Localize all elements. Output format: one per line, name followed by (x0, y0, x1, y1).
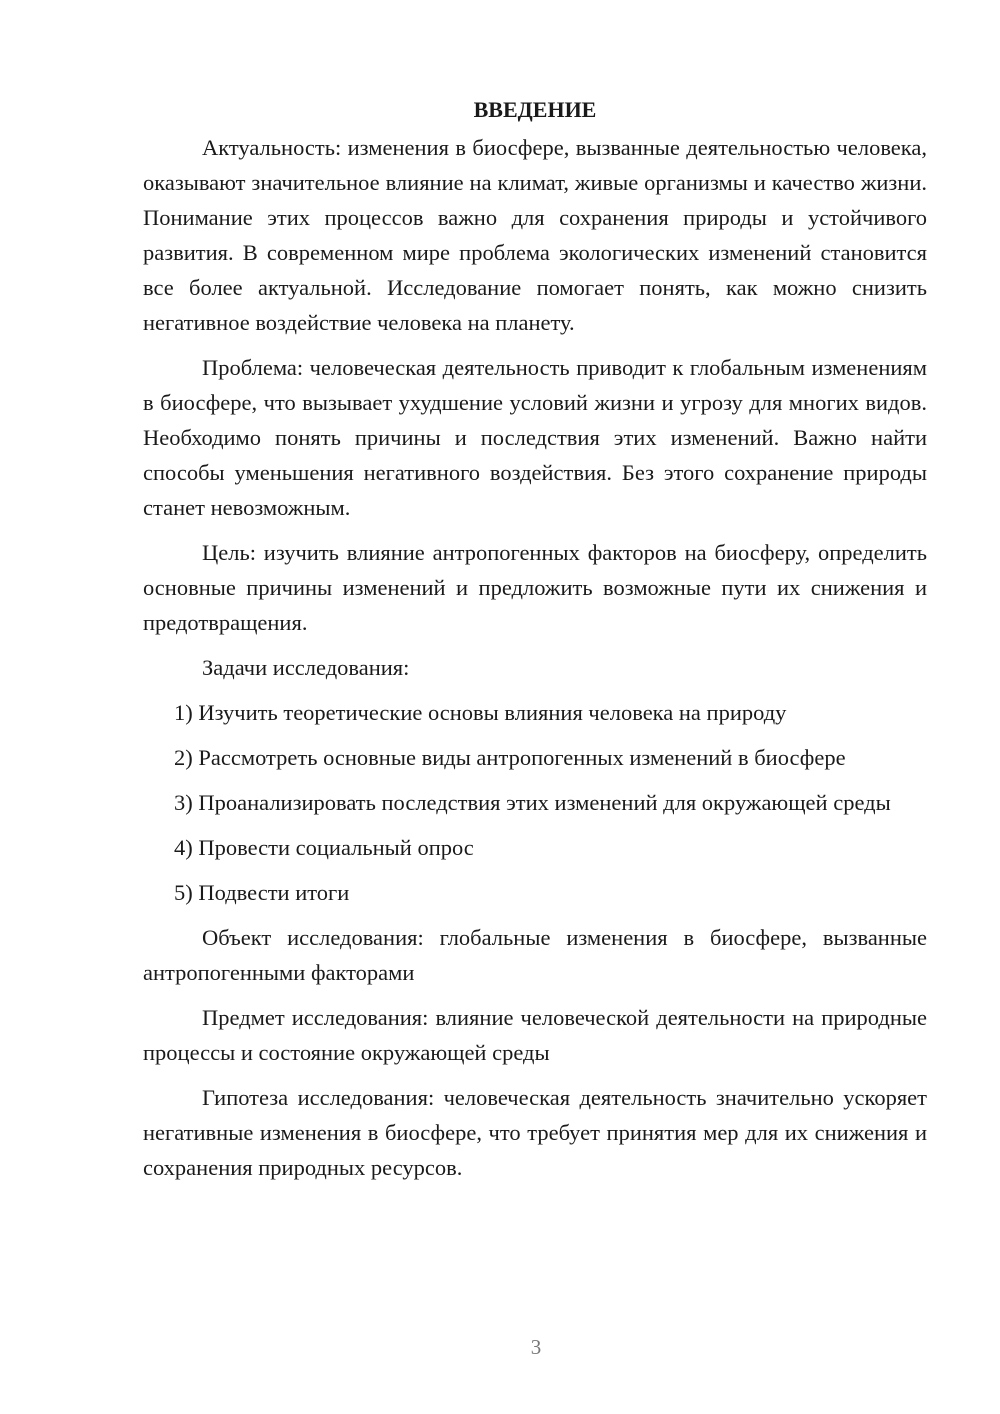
subject-paragraph: Предмет исследования: влияние человеческой деятельности на природные процессы и состояние окружающей среды (143, 1005, 927, 1065)
task-item-1: 1) Изучить теоретические основы влияния человека на природу (174, 700, 787, 725)
page-title: ВВЕДЕНИЕ (473, 97, 597, 122)
task-item-2: 2) Рассмотреть основные виды антропогенных изменений в биосфере (174, 745, 846, 770)
task-item-5: 5) Подвести итоги (174, 880, 350, 905)
tasks-heading: Задачи исследования: (202, 655, 410, 680)
page-number: 3 (530, 1335, 542, 1359)
relevance-paragraph: Актуальность: изменения в биосфере, вызванные деятельностью человека, оказывают значительное влияние на климат, живые организмы и качество жизни. Понимание этих процессов важно для сохранения природы и устойчивого развития. В современном мире проблема экологических изменений становится все более актуальной. Исследование помогает понять, как можно снизить негативное воздействие человека на планету. (143, 135, 927, 335)
goal-paragraph: Цель: изучить влияние антропогенных факторов на биосферу, определить основные причины изменений и предложить возможные пути их снижения и предотвращения. (143, 540, 927, 635)
problem-paragraph: Проблема: человеческая деятельность приводит к глобальным изменениям в биосфере, что вызывает ухудшение условий жизни и угрозу для многих видов. Необходимо понять причины и последствия этих изменений. Важно найти способы уменьшения негативного воздействия. Без этого сохранение природы станет невозможным. (143, 355, 927, 520)
task-item-4: 4) Провести социальный опрос (174, 835, 474, 860)
hypothesis-paragraph: Гипотеза исследования: человеческая деятельность значительно ускоряет негативные изменения в биосфере, что требует принятия мер для их снижения и сохранения природных ресурсов. (143, 1085, 927, 1180)
task-item-3: 3) Проанализировать последствия этих изменений для окружающей среды (174, 790, 891, 815)
object-paragraph: Объект исследования: глобальные изменения в биосфере, вызванные антропогенными факторами (143, 925, 927, 985)
page-content (143, 92, 927, 1195)
